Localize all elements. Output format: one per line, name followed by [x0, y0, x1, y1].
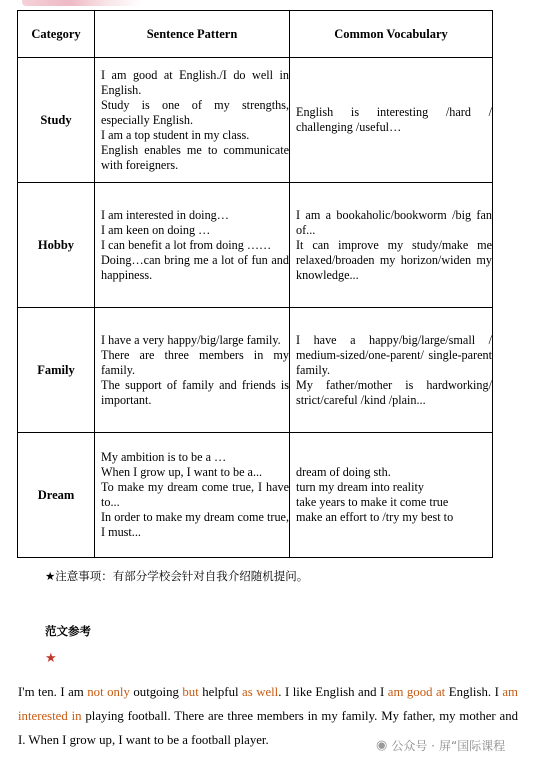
essay-text: . I like English and I	[278, 685, 388, 699]
vocabulary-line: My father/mother is hardworking/ strict/careful /kind /plain...	[296, 377, 492, 407]
vocabulary-line: I am a bookaholic/bookworm /big fan of...	[296, 207, 492, 237]
vocabulary-line: take years to make it come true	[296, 495, 449, 509]
vocabulary-line: dream of doing sth.	[296, 465, 391, 479]
essay-highlight: am good at	[387, 685, 446, 699]
watermark-prefix: 公众号 ·	[391, 739, 435, 753]
category-cell: Family	[18, 308, 95, 433]
pattern-line: There are three members in my family.	[101, 347, 289, 377]
essay-text: playing football. There are three members in my family. My father, my mother and I. When I grow up, I want to be a football player.	[18, 709, 519, 747]
table-row	[18, 433, 493, 558]
category-cell: Dream	[18, 433, 95, 558]
vocabulary-cell	[290, 308, 493, 433]
pattern-line: Study is one of my strengths, especially English.	[101, 97, 289, 127]
sentence-pattern-cell	[95, 183, 290, 308]
pattern-line: In order to make my dream come true, I must...	[101, 510, 289, 539]
essay-highlight: as well	[242, 685, 279, 699]
pattern-line: I can benefit a lot from doing ……	[101, 237, 272, 252]
pattern-line: My ambition is to be a …	[101, 450, 227, 464]
vocabulary-line: make an effort to /try my best to	[296, 510, 454, 524]
watermark-name: 屏“国际课程	[438, 739, 506, 753]
vocabulary-line: It can improve my study/make me relaxed/broaden my horizon/widen my knowledge...	[296, 237, 492, 282]
notice-text: ★注意事项：有部分学校会针对自我介绍随机提问。	[45, 569, 309, 583]
header-sentence-pattern: Sentence Pattern	[95, 11, 290, 58]
essay-highlight: not only	[87, 685, 130, 699]
pattern-line: To make my dream come true, I have to...	[101, 480, 289, 509]
watermark	[372, 737, 509, 754]
reference-essay-title: 范文参考	[45, 624, 91, 638]
essay-text: I'm ten. I am	[18, 685, 88, 699]
sentence-pattern-cell	[95, 58, 290, 183]
vocabulary-table	[17, 10, 493, 558]
essay-highlight: am interested in	[18, 685, 518, 723]
essay-text: English. I	[445, 685, 503, 699]
essay-text: helpful	[198, 685, 243, 699]
pattern-line: English enables me to communicate with foreigners.	[101, 142, 289, 172]
vocabulary-line: turn my dream into reality	[296, 480, 424, 494]
table-row	[18, 308, 493, 433]
vocabulary-line: I have a happy/big/large/small / medium-sized/one-parent/ single-parent family.	[296, 332, 492, 377]
pattern-line: I am interested in doing…	[101, 207, 229, 222]
table-row	[18, 183, 493, 308]
star-icon: ★	[45, 650, 57, 665]
sentence-pattern-cell	[95, 433, 290, 558]
category-cell: Hobby	[18, 183, 95, 308]
pattern-line: I have a very happy/big/large family.	[101, 332, 281, 347]
sentence-pattern-cell	[95, 308, 290, 433]
table-header-row	[18, 11, 493, 58]
pattern-line: I am keen on doing …	[101, 222, 211, 237]
category-cell: Study	[18, 58, 95, 183]
header-common-vocabulary: Common Vocabulary	[290, 11, 493, 58]
essay-highlight: but	[182, 685, 199, 699]
essay-text: outgoing	[129, 685, 183, 699]
header-category: Category	[18, 11, 95, 58]
pattern-line: I am a top student in my class.	[101, 127, 250, 142]
vocabulary-line: English is interesting /hard / challenging /useful…	[296, 105, 492, 134]
vocabulary-cell	[290, 183, 493, 308]
table-row	[18, 58, 493, 183]
pattern-line: Doing…can bring me a lot of fun and happiness.	[101, 252, 289, 282]
pattern-line: I am good at English./I do well in English.	[101, 67, 289, 97]
vocabulary-cell	[290, 58, 493, 183]
wechat-icon: ◉	[376, 738, 388, 753]
vocabulary-cell	[290, 433, 493, 558]
pattern-line: When I grow up, I want to be a...	[101, 465, 263, 479]
pattern-line: The support of family and friends is important.	[101, 377, 289, 407]
top-decoration	[22, 0, 142, 6]
